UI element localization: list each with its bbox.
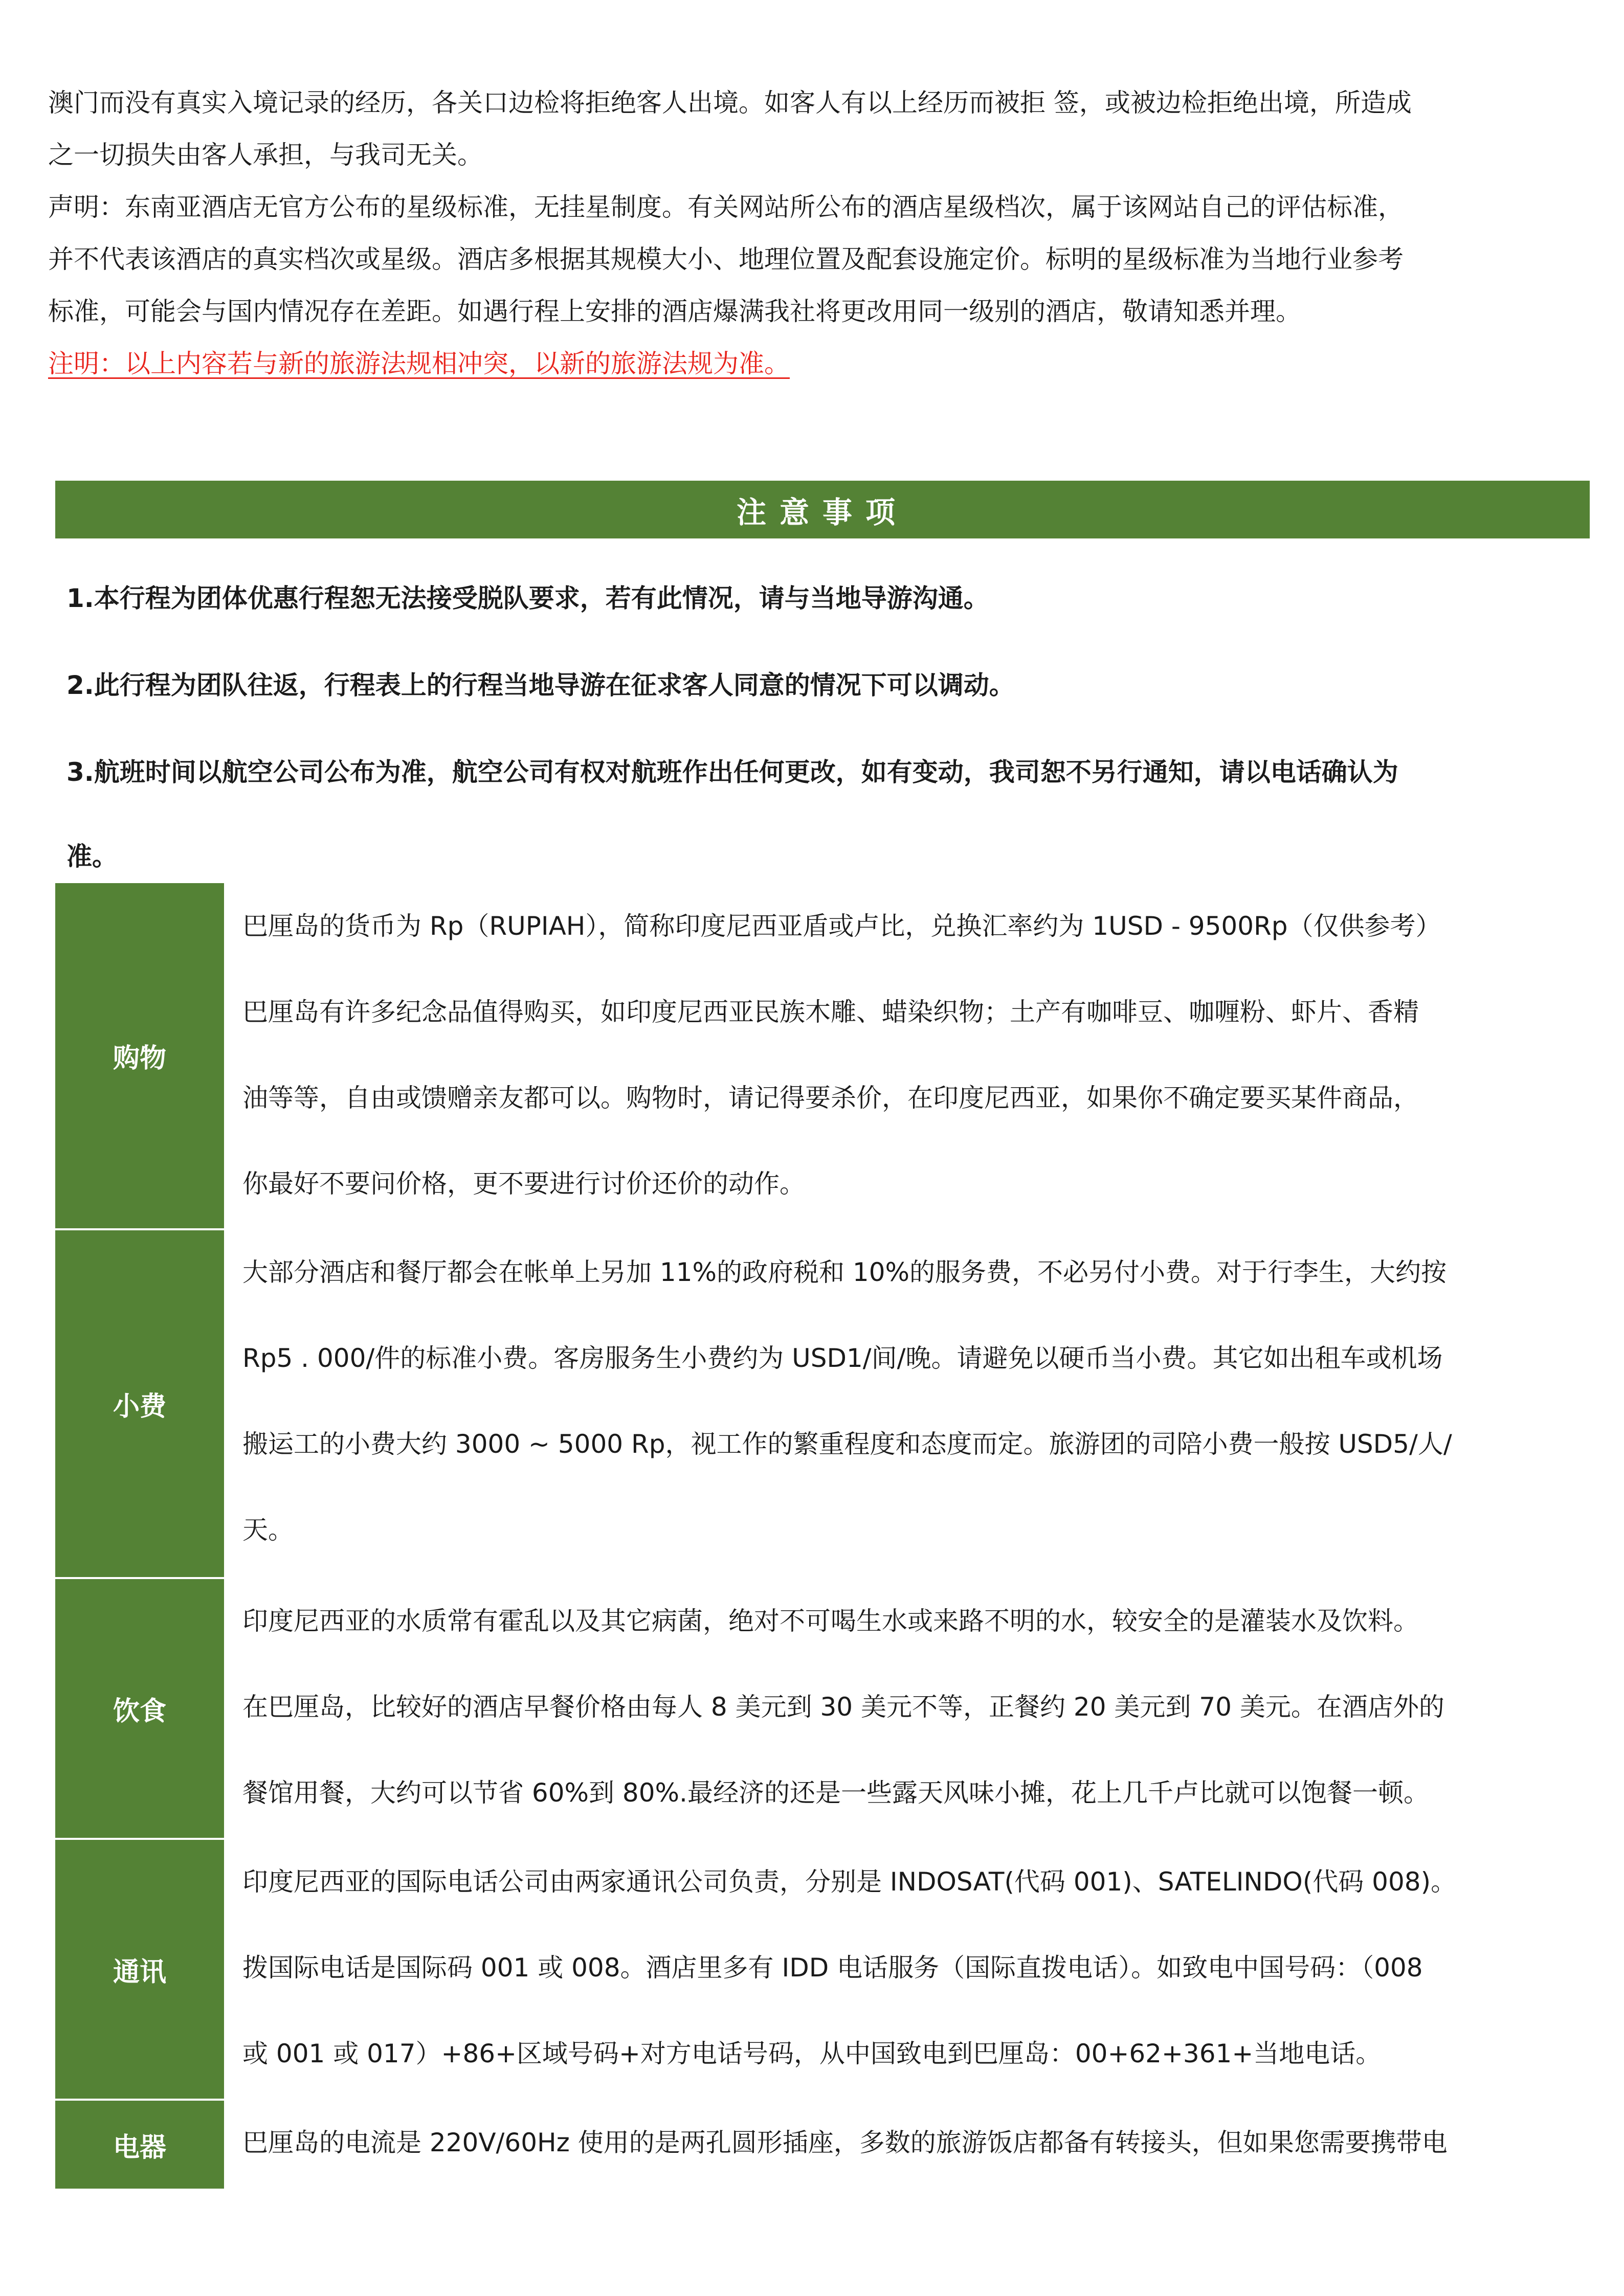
category-content-shopping [224,883,1590,1229]
info-row-communication [55,1839,1590,2100]
notice-list [66,555,1591,900]
content-line: Rp5 . 000/件的标准小费。客房服务生小费约为 USD1/间/晚。请避免以硬币当小费。其它如出租车或机场 [242,1343,1443,1373]
content-line: 或 001 或 017）+86+区域号码+对方电话号码，从中国致电到巴厘岛：00+62+361+当地电话。 [242,2039,1382,2068]
disclaimer-line: 标准，可能会与国内情况存在差距。如遇行程上安排的酒店爆满我社将更改用同一级别的酒店，敬请知悉并理。 [48,297,1301,326]
info-row-shopping [55,883,1590,1229]
intro-line: 之一切损失由客人承担，与我司无关。 [48,140,483,170]
legal-note: 注明：以上内容若与新的旅游法规相冲突，以新的旅游法规为准。 [48,349,790,378]
category-label-food: 饮食 [55,1578,224,1839]
content-line: 拨国际电话是国际码 001 或 008。酒店里多有 IDD 电话服务（国际直拨电话）。如致电中国号码：（008 [242,1953,1423,1983]
content-line: 巴厘岛的货币为 Rp（RUPIAH），简称印度尼西亚盾或卢比，兑换汇率约为 1USD - 9500Rp（仅供参考） [242,911,1441,941]
content-line: 餐馆用餐，大约可以节省 60%到 80%.最经济的还是一些露天风味小摊，花上几千卢比就可以饱餐一顿。 [242,1778,1429,1808]
category-label-tips: 小费 [55,1229,224,1578]
content-line: 搬运工的小费大约 3000 ~ 5000 Rp，视工作的繁重程度和态度而定。旅游团的司陪小费一般按 USD5/人/ [242,1429,1452,1459]
content-line: 天。 [242,1515,294,1545]
content-line: 巴厘岛有许多纪念品值得购买，如印度尼西亚民族木雕、蜡染织物；土产有咖啡豆、咖喱粉、虾片、香精 [242,997,1419,1027]
content-line: 油等等，自由或馈赠亲友都可以。购物时，请记得要杀价，在印度尼西亚，如果你不确定要买某件商品， [242,1083,1419,1113]
category-label-communication: 通讯 [55,1839,224,2100]
info-row-food [55,1578,1590,1839]
travel-info-table [55,883,1590,2191]
category-content-food [224,1578,1590,1839]
content-line: 巴厘岛的电流是 220V/60Hz 使用的是两孔圆形插座，多数的旅游饭店都备有转接头，但如果您需要携带电 [242,2128,1448,2157]
info-row-tips [55,1229,1590,1578]
notice-item: 3.航班时间以航空公司公布为准，航空公司有权对航班作出任何更改，如有变动，我司恕不另行通知，请以电话确认为 [66,757,1398,787]
category-label-shopping: 购物 [55,883,224,1229]
notice-item: 2.此行程为团队往返，行程表上的行程当地导游在征求客人同意的情况下可以调动。 [66,670,1015,700]
intro-line: 澳门而没有真实入境记录的经历，各关口边检将拒绝客人出境。如客人有以上经历而被拒 签，或被边检拒绝出境，所造成 [48,88,1412,118]
content-line: 你最好不要问价格，更不要进行讨价还价的动作。 [242,1169,805,1199]
info-row-electricity [55,2100,1590,2190]
content-line: 印度尼西亚的水质常有霍乱以及其它病菌，绝对不可喝生水或来路不明的水，较安全的是灌装水及饮料。 [242,1606,1419,1636]
disclaimer-line: 并不代表该酒店的真实档次或星级。酒店多根据其规模大小、地理位置及配套设施定价。标明的星级标准为当地行业参考 [48,244,1404,274]
category-content-communication [224,1839,1590,2100]
intro-section [48,77,1577,390]
category-label-electricity: 电器 [55,2100,224,2190]
section-banner: 注意事项 [55,481,1590,538]
content-line: 在巴厘岛，比较好的酒店早餐价格由每人 8 美元到 30 美元不等，正餐约 20 美元到 70 美元。在酒店外的 [242,1692,1444,1722]
notice-item: 1.本行程为团体优惠行程恕无法接受脱队要求，若有此情况，请与当地导游沟通。 [66,583,989,613]
notice-item-continued: 准。 [66,842,118,871]
content-line: 大部分酒店和餐厅都会在帐单上另加 11%的政府税和 10%的服务费，不必另付小费。对于行李生，大约按 [242,1257,1447,1287]
disclaimer-line: 声明：东南亚酒店无官方公布的星级标准，无挂星制度。有关网站所公布的酒店星级档次，属于该网站自己的评估标准， [48,192,1404,222]
content-line: 印度尼西亚的国际电话公司由两家通讯公司负责，分别是 INDOSAT(代码 001)、SATELINDO(代码 008)。 [242,1867,1457,1897]
category-content-tips [224,1229,1590,1578]
category-content-electricity [224,2100,1590,2190]
